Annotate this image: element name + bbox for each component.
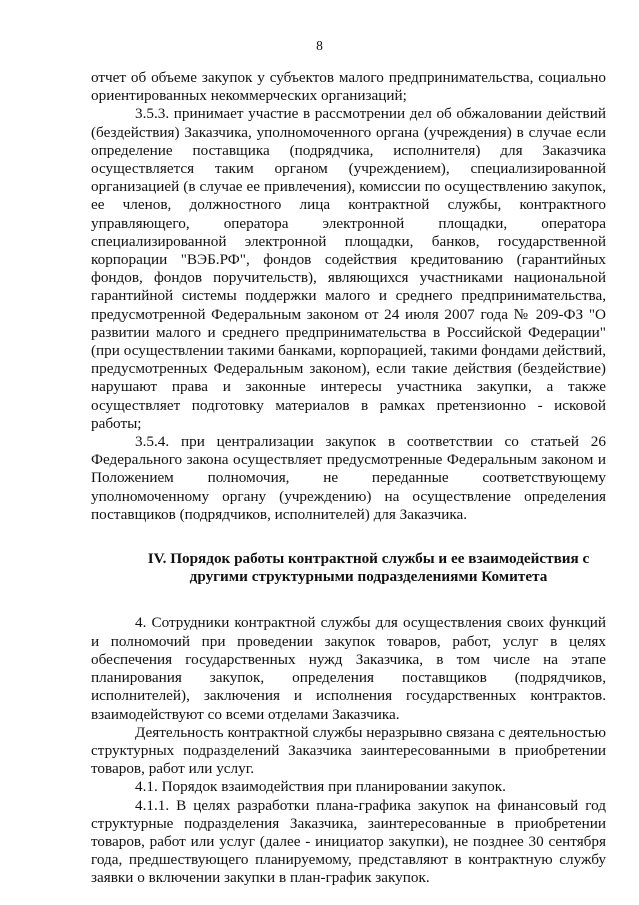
paragraph-4-1: 4.1. Порядок взаимодействия при планировании закупок.: [135, 778, 506, 796]
page-number: 8: [316, 38, 323, 53]
paragraph-3-5-3: 3.5.3. принимает участие в рассмотрении дел об обжаловании действий (бездействия) Заказчика, уполномоченного органа (учреждения) в случае если определение поставщика (подрядчика, исполнителя) для Заказчика осуществляется таким органом (учреждением), специализированной организацией (в случае ее привлечения), комиссии по осуществлению закупок, ее членов, должностного лица контрактной службы, контрактного управляющего, оператора электронной площадки, оператора специализированной электронной площадки, банков, государственной корпорации "ВЭБ.РФ", фондов содействия кредитованию (гарантийных фондов, фондов поручительств), являющихся участниками национальной гарантийной системы поддержки малого и среднего предпринимательства, предусмотренной Федеральным законом от 24 июля 2007 года № 209-ФЗ "О развитии малого и среднего предпринимательства в Российской Федерации" (при осуществлении такими банками, корпорацией, такими фондами действий, предусмотренных Федеральным законом), если такие действия (бездействие) нарушают права и законные интересы участника закупки, а также осуществляет подготовку материалов в рамках претензионно - исковой работы;: [91, 105, 606, 432]
section-heading-line: другими структурными подразделениями Комитета: [189, 568, 548, 586]
paragraph-4-1-1: 4.1.1. В целях разработки плана-графика закупок на финансовый год структурные подразделения Заказчика, заинтересованные в приобретении товаров, работ или услуг (далее - инициатор закупки), не позднее 30 сентября года, предшествующего планируемому, представляют в контрактную службу заявки о включении закупки в план-график закупок.: [91, 796, 606, 887]
paragraph-3-5-4: 3.5.4. при централизации закупок в соответствии со статьей 26 Федерального закона осуществляет предусмотренные Федеральным законом и Положением полномочия, не переданные соответствующему уполномоченному органу (учреждению) на осуществление определения поставщиков (подрядчиков, исполнителей) для Заказчика.: [91, 433, 606, 523]
body-text-bottom: [91, 614, 606, 887]
paragraph: отчет об объеме закупок у субъектов малого предпринимательства, социально ориентированных некоммерческих организаций;: [91, 69, 606, 105]
section-heading: [91, 550, 606, 586]
paragraph-4: 4. Сотрудники контрактной службы для осуществления своих функций и полномочий при проведении закупок товаров, работ, услуг в целях обеспечения государственных нужд Заказчика, в том числе на этапе планирования закупок, определения поставщиков (подрядчиков, исполнителей), заключения и исполнения государственных контрактов. взаимодействуют со всеми отделами Заказчика.: [91, 614, 606, 723]
section-heading-line: IV. Порядок работы контрактной службы и ее взаимодействия с: [147, 550, 590, 568]
body-text-top: [91, 69, 606, 524]
paragraph: Деятельность контрактной службы неразрывно связана с деятельностью структурных подразделений Заказчика заинтересованными в приобретении товаров, работ или услуг.: [91, 723, 606, 778]
